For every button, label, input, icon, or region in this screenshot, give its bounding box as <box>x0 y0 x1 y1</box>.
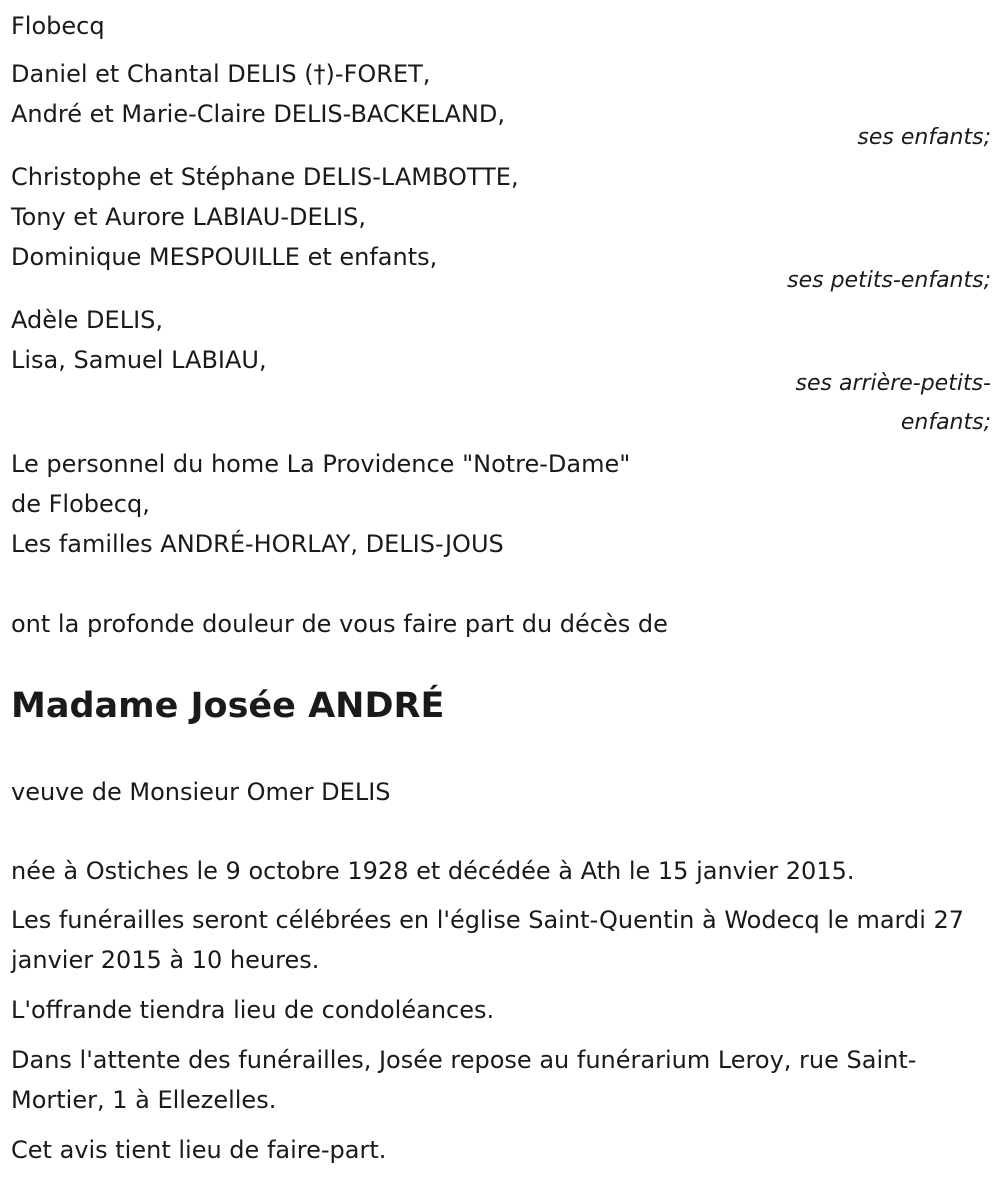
repose-details: Dans l'attente des funérailles, Josée repose au funérarium Leroy, rue Saint-Mortier, 1 à Ellezelles. <box>11 1046 917 1114</box>
grandchildren-line-3: Dominique MESPOUILLE et enfants, <box>11 243 438 271</box>
announcement: ont la profonde douleur de vous faire part du décès de <box>11 610 668 638</box>
others-line-2: de Flobecq, <box>11 490 150 518</box>
children-group <box>11 54 991 134</box>
deceased-name: Madame Josée ANDRÉ <box>11 686 445 726</box>
obituary-notice <box>11 0 991 1185</box>
others-group <box>11 444 991 564</box>
children-line-2: André et Marie-Claire DELIS-BACKELAND, <box>11 100 505 128</box>
great-grandchildren-line-1: Adèle DELIS, <box>11 306 164 334</box>
children-role: ses enfants; <box>857 125 991 150</box>
great-grandchildren-role-line-1: ses arrière-petits- <box>795 371 991 396</box>
grandchildren-group <box>11 157 991 277</box>
offering-note: L'offrande tiendra lieu de condoléances. <box>11 996 495 1024</box>
funeral-details: Les funérailles seront célébrées en l'église Saint-Quentin à Wodecq le mardi 27 janvier 2015 à 10 heures. <box>11 906 965 974</box>
grandchildren-line-2: Tony et Aurore LABIAU-DELIS, <box>11 203 366 231</box>
notice-note: Cet avis tient lieu de faire-part. <box>11 1136 387 1164</box>
grandchildren-line-1: Christophe et Stéphane DELIS-LAMBOTTE, <box>11 163 519 191</box>
others-line-1: Le personnel du home La Providence "Notre-Dame" <box>11 450 631 478</box>
grandchildren-role: ses petits-enfants; <box>787 268 991 293</box>
widow-of: veuve de Monsieur Omer DELIS <box>11 778 391 806</box>
great-grandchildren-line-2: Lisa, Samuel LABIAU, <box>11 346 267 374</box>
birth-death: née à Ostiches le 9 octobre 1928 et décédée à Ath le 15 janvier 2015. <box>11 857 855 885</box>
great-grandchildren-role-line-2: enfants; <box>900 410 991 435</box>
children-line-1: Daniel et Chantal DELIS (†)-FORET, <box>11 60 431 88</box>
location: Flobecq <box>11 12 105 40</box>
others-line-3: Les familles ANDRÉ-HORLAY, DELIS-JOUS <box>11 530 504 558</box>
